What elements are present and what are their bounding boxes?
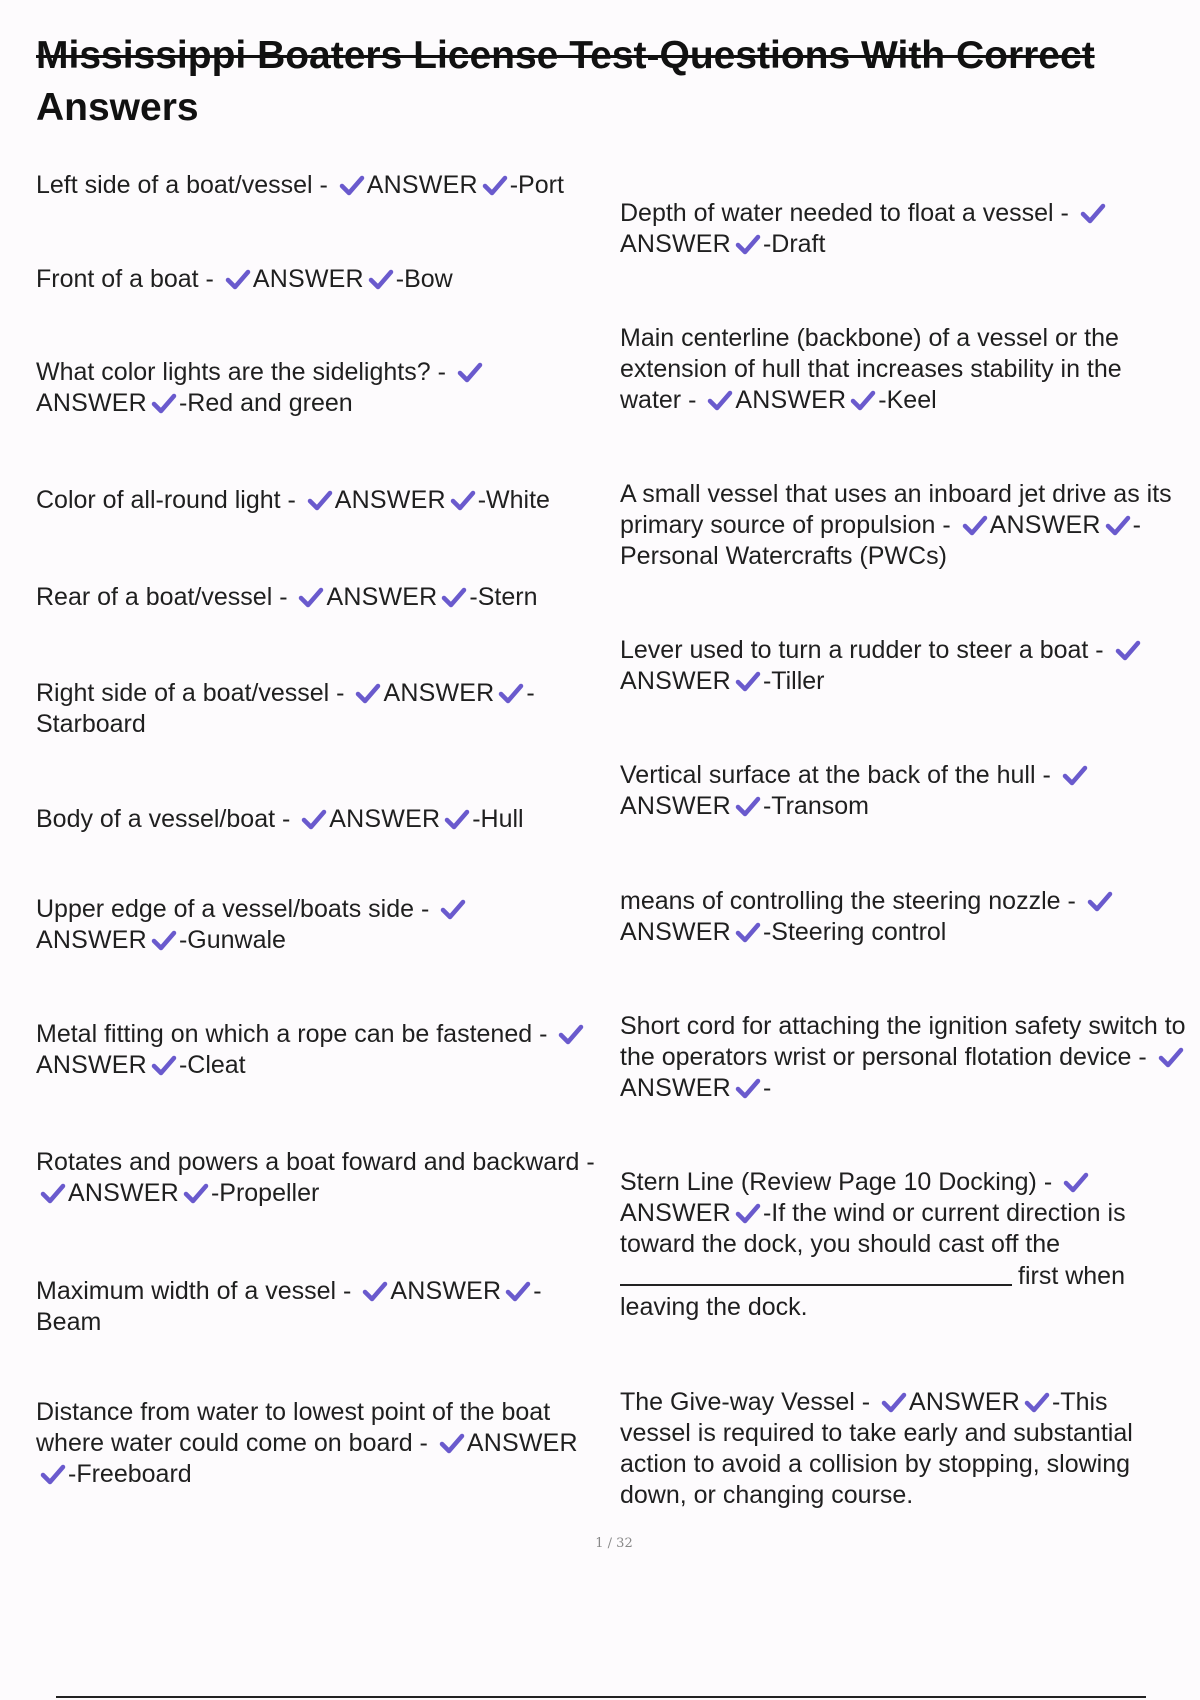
qa-item (36, 678, 591, 740)
qa-item (620, 1387, 1185, 1511)
answer: -Draft (762, 230, 826, 258)
answer: -Beam (36, 1277, 542, 1336)
answer-label: ANSWER (326, 583, 438, 611)
answer: -Personal Watercrafts (PWCs) (620, 511, 1141, 570)
page-title (36, 30, 1196, 134)
qa-item (620, 323, 1180, 416)
answer: -Bow (395, 265, 453, 293)
answer: -Red and green (178, 389, 353, 417)
qa-item (36, 264, 606, 295)
answer: -White (477, 486, 550, 514)
check-icon (355, 682, 381, 704)
answer-label: ANSWER (620, 1199, 731, 1227)
check-icon (298, 586, 324, 608)
check-icon (440, 898, 466, 920)
qa-item (36, 170, 606, 201)
check-icon (1024, 1391, 1050, 1413)
check-icon (505, 1280, 531, 1302)
answer-label: ANSWER (620, 792, 731, 820)
check-icon (735, 921, 761, 943)
question: Stern Line (Review Page 10 Docking) - (620, 1168, 1053, 1196)
answer-label: ANSWER (466, 1429, 578, 1457)
answer: -Steering control (762, 918, 947, 946)
question: A small vessel that uses an inboard jet drive as its primary source of propulsion - (620, 480, 1172, 539)
answer-label: ANSWER (329, 805, 441, 833)
check-icon (735, 1202, 761, 1224)
qa-item (36, 894, 516, 956)
question: Maximum width of a vessel - (36, 1277, 352, 1305)
answer: -Tiller (762, 667, 825, 695)
answer-label: ANSWER (620, 1074, 731, 1102)
answer: -Port (509, 171, 564, 199)
answer-label: ANSWER (383, 679, 495, 707)
question: Body of a vessel/boat - (36, 805, 291, 833)
qa-item (620, 886, 1180, 948)
check-icon (707, 389, 733, 411)
question: Vertical surface at the back of the hull - (620, 761, 1051, 789)
check-icon (151, 929, 177, 951)
question: What color lights are the sidelights? - (36, 358, 446, 386)
question: Main centerline (backbone) of a vessel or the extension of hull that increases stability in the water - (620, 324, 1122, 414)
question: Right side of a boat/vessel - (36, 679, 345, 707)
qa-item (36, 1276, 606, 1338)
answer-label: ANSWER (735, 386, 847, 414)
page-number: 1 / 32 (595, 1536, 633, 1551)
qa-item (620, 1167, 1195, 1323)
answer: -Stern (469, 583, 538, 611)
check-icon (1158, 1046, 1184, 1068)
question: Depth of water needed to float a vessel - (620, 199, 1069, 227)
qa-item (36, 582, 606, 613)
check-icon (850, 389, 876, 411)
check-icon (339, 174, 365, 196)
qa-item (36, 485, 606, 516)
answer-label: ANSWER (620, 918, 731, 946)
check-icon (1063, 1171, 1089, 1193)
check-icon (450, 489, 476, 511)
qa-item (36, 1397, 606, 1490)
check-icon (735, 795, 761, 817)
qa-item (620, 635, 1180, 697)
answer: - (762, 1074, 772, 1102)
check-icon (482, 174, 508, 196)
answer: -Propeller (210, 1179, 320, 1207)
check-icon (362, 1280, 388, 1302)
check-icon (40, 1182, 66, 1204)
question: Color of all-round light - (36, 486, 296, 514)
qa-item (36, 804, 606, 835)
check-icon (735, 670, 761, 692)
question: means of controlling the steering nozzle - (620, 887, 1076, 915)
check-icon (444, 808, 470, 830)
check-icon (225, 268, 251, 290)
check-icon (307, 489, 333, 511)
answer-label: ANSWER (620, 667, 731, 695)
answer-label: ANSWER (36, 926, 147, 954)
check-icon (735, 1077, 761, 1099)
fill-in-blank (620, 1260, 1012, 1286)
check-icon (151, 392, 177, 414)
check-icon (735, 233, 761, 255)
answer: -Hull (472, 805, 524, 833)
check-icon (1087, 890, 1113, 912)
answer-label: ANSWER (252, 265, 364, 293)
question: Short cord for attaching the ignition safety switch to the operators wrist or personal flotation device - (620, 1012, 1186, 1071)
answer: -Gunwale (178, 926, 286, 954)
answer-label: ANSWER (390, 1277, 502, 1305)
check-icon (962, 514, 988, 536)
question: Distance from water to lowest point of the boat where water could come on board - (36, 1398, 551, 1457)
check-icon (1115, 639, 1141, 661)
answer: -Freeboard (68, 1460, 192, 1488)
qa-item (620, 479, 1195, 572)
question: The Give-way Vessel - (620, 1388, 871, 1416)
question: Rear of a boat/vessel - (36, 583, 288, 611)
question: Upper edge of a vessel/boats side - (36, 895, 430, 923)
answer: -If the wind or current direction is toward the dock, you should cast off the (620, 1199, 1126, 1258)
check-icon (558, 1023, 584, 1045)
answer: -This vessel is required to take early and substantial action to avoid a collision by stopping, slowing down, or changing course. (620, 1388, 1133, 1509)
qa-item (620, 1011, 1195, 1104)
answer-label: ANSWER (989, 511, 1101, 539)
check-icon (439, 1432, 465, 1454)
check-icon (40, 1463, 66, 1485)
check-icon (183, 1182, 209, 1204)
answer-label: ANSWER (909, 1388, 1020, 1416)
answer-continued: first when leaving the dock. (620, 1262, 1125, 1321)
check-icon (1105, 514, 1131, 536)
answer: -Transom (762, 792, 869, 820)
check-icon (151, 1054, 177, 1076)
qa-item (36, 1019, 611, 1081)
page-title-rest: Answers (36, 86, 199, 129)
answer-label: ANSWER (334, 486, 446, 514)
answer: -Starboard (36, 679, 535, 738)
page-bottom-rule (56, 1696, 1146, 1698)
check-icon (498, 682, 524, 704)
question: Lever used to turn a rudder to steer a boat - (620, 636, 1104, 664)
check-icon (457, 361, 483, 383)
answer-label: ANSWER (68, 1179, 179, 1207)
answer-label: ANSWER (620, 230, 731, 258)
answer-label: ANSWER (36, 1051, 147, 1079)
qa-item (620, 198, 1180, 260)
answer: -Keel (878, 386, 937, 414)
qa-item (36, 1147, 616, 1209)
check-icon (301, 808, 327, 830)
question: Rotates and powers a boat foward and backward - (36, 1148, 595, 1176)
page-title-struck: Mississippi Boaters License Test-Questions With Correct (36, 34, 1095, 77)
answer-label: ANSWER (36, 389, 147, 417)
qa-item (36, 357, 556, 419)
check-icon (368, 268, 394, 290)
question: Metal fitting on which a rope can be fastened - (36, 1020, 548, 1048)
check-icon (1062, 764, 1088, 786)
answer: -Cleat (178, 1051, 246, 1079)
check-icon (1080, 202, 1106, 224)
answer-label: ANSWER (366, 171, 478, 199)
question: Left side of a boat/vessel - (36, 171, 328, 199)
check-icon (441, 586, 467, 608)
check-icon (881, 1391, 907, 1413)
question: Front of a boat - (36, 265, 214, 293)
qa-item (620, 760, 1180, 822)
